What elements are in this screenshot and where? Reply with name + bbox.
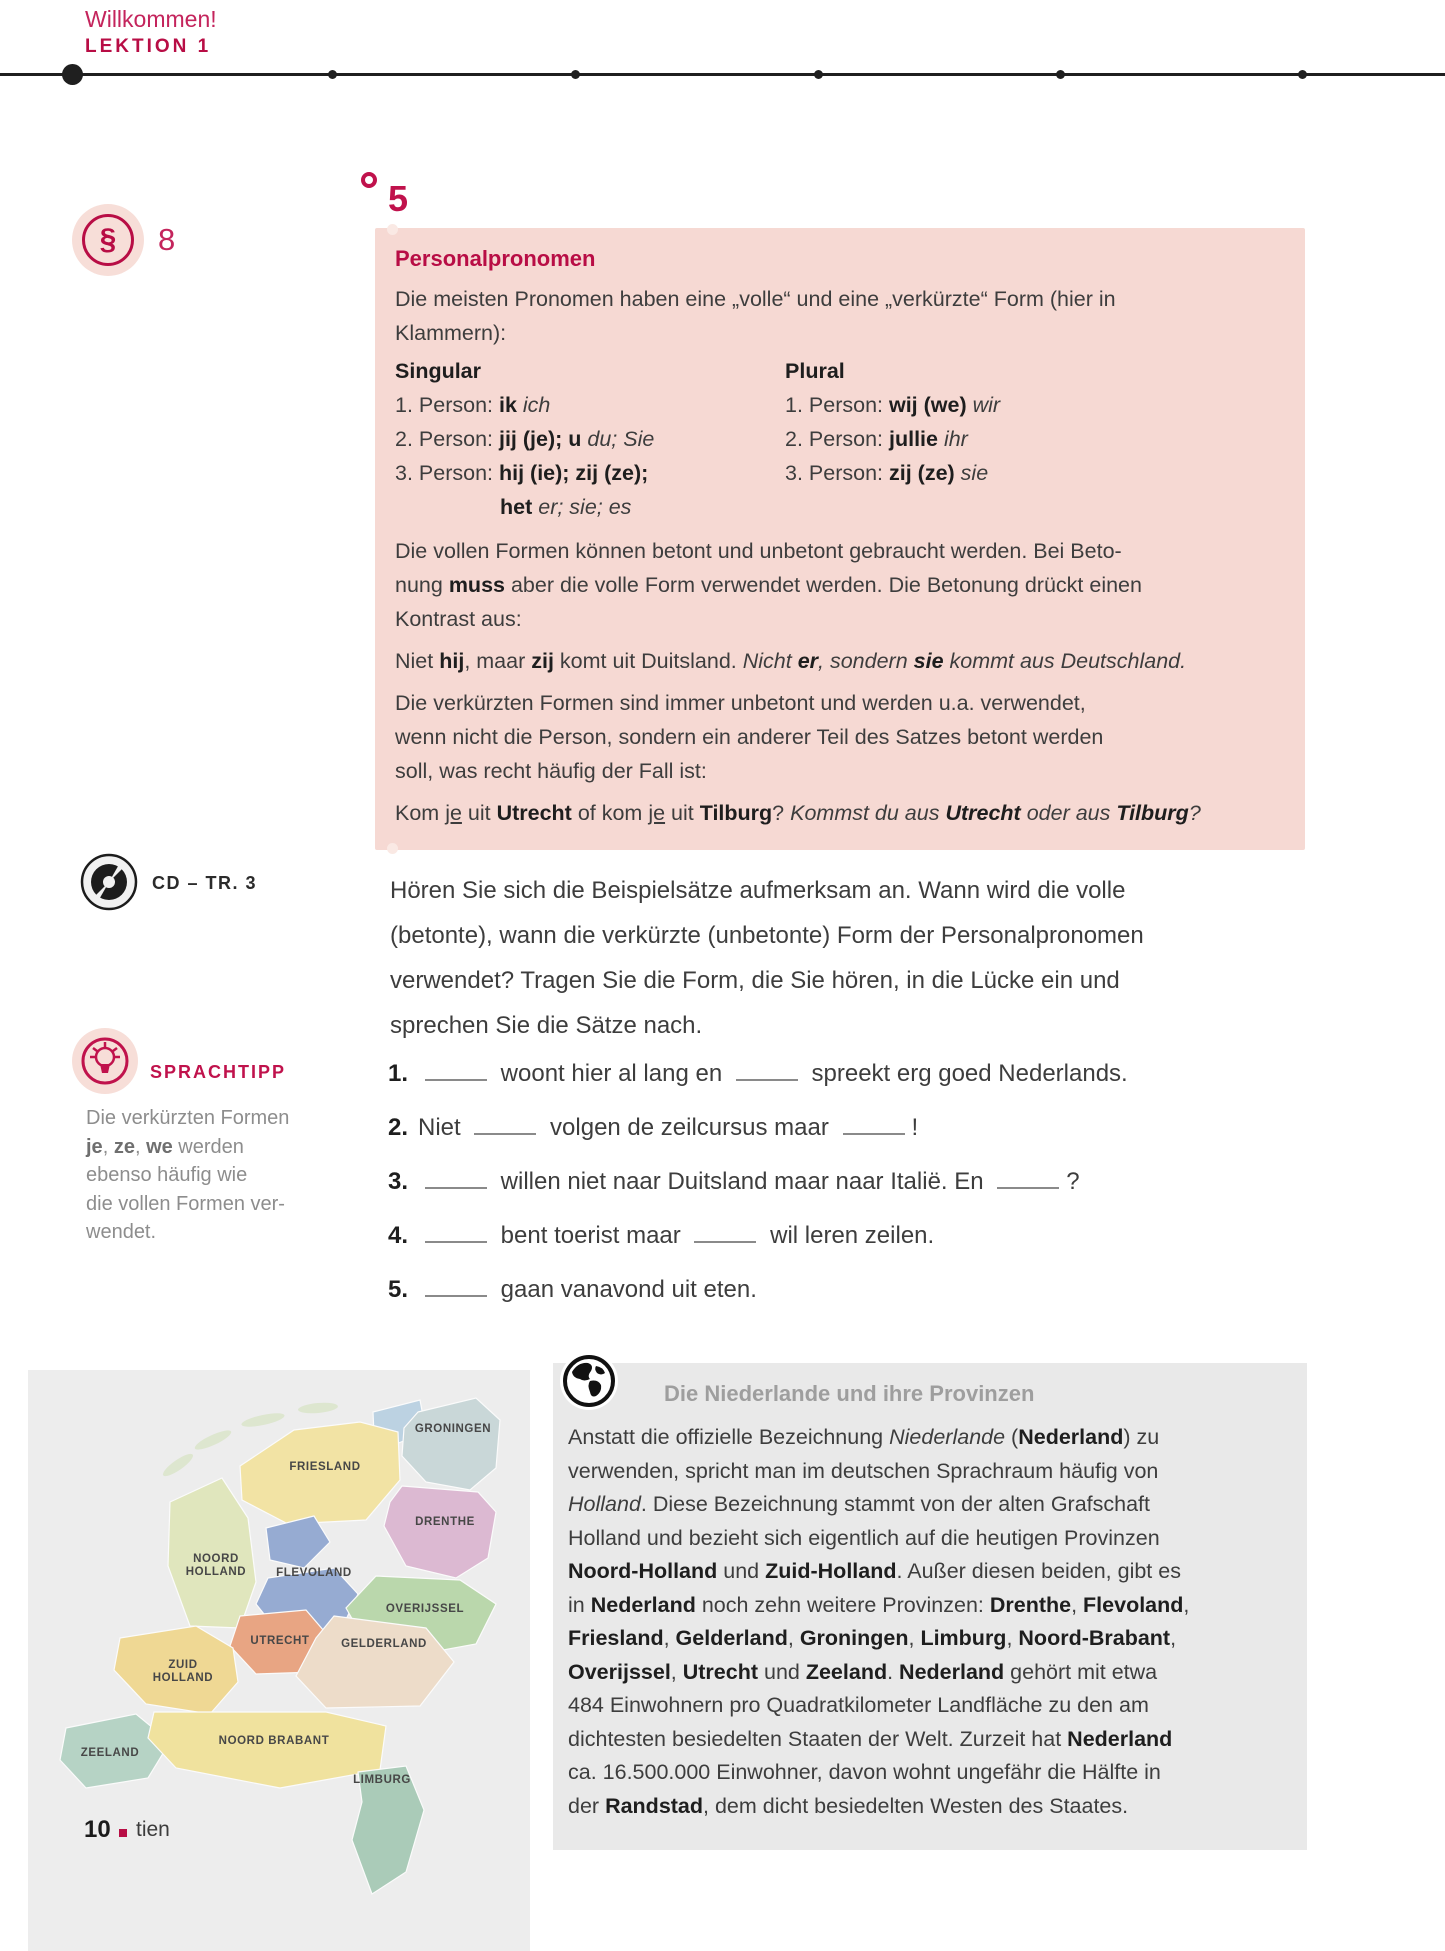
table-row: 3. Person: zij (ze) sie xyxy=(785,461,989,485)
wadden-island xyxy=(193,1427,233,1453)
item-text: willen niet naar Duitsland maar naar Italië. En ? xyxy=(418,1168,1080,1195)
exercise-item xyxy=(388,1220,1328,1252)
grammar-box-title: Personalpronomen xyxy=(395,246,596,271)
globe-icon xyxy=(560,1352,618,1410)
exercise-list xyxy=(388,1058,1328,1328)
progress-dot xyxy=(814,70,823,79)
exercise-number: 5 xyxy=(388,178,409,219)
progress-dot xyxy=(571,70,580,79)
exercise-item xyxy=(388,1166,1328,1198)
plural-column xyxy=(785,354,1000,490)
item-number: 5. xyxy=(388,1276,409,1303)
map-label-zeeland: ZEELAND xyxy=(80,1747,140,1759)
exercise-instruction: Hören Sie sich die Beispielsätze aufmerksam an. Wann wird die volle (betonte), wann die verkürzte (unbetonte) Form der Personalpronomen verwendet? Tragen Sie die Form, die Sie hören, in die Lücke ein und sprechen Sie die Sätze nach. xyxy=(390,877,1144,1039)
paragraph-badge xyxy=(72,204,144,276)
answer-blank[interactable] xyxy=(474,1118,536,1135)
map-label-zuid-holland-2: HOLLAND xyxy=(152,1672,214,1684)
map-label-overijssel: OVERIJSSEL xyxy=(385,1603,465,1615)
progress-dot xyxy=(1056,70,1065,79)
map-label-limburg: LIMBURG xyxy=(353,1774,411,1786)
province-flevoland-north xyxy=(266,1516,330,1568)
answer-blank[interactable] xyxy=(425,1172,487,1189)
item-number: 1. xyxy=(388,1060,409,1087)
info-box-body: Anstatt die offizielle Bezeichnung Niederlande (Nederland) zu verwenden, spricht man im deutschen Sprachraum häufig von Holland. Diese Bezeichnung stammt von der alten Grafschaft Holland und bezieht sich eigentlich auf die heutigen Provinzen Noord-Holland und Zuid-Holland. Außer diesen beiden, gibt es in Nederland noch zehn weitere Provinzen: Drenthe, Flevoland, Friesland, Gelderland, Groningen, Limburg, Noord-Brabant, Overijssel, Utrecht und Zeeland. Nederland gehört mit etwa 484 Einwohnern pro Quadratkilometer Landfläche zu den am dichtesten besiedelten Staaten der Welt. Zurzeit hat Nederland ca. 16.500.000 Einwohner, davon wohnt ungefähr die Hälfte in der Randstad, dem dicht besiedelten Westen des Staates. xyxy=(568,1425,1190,1818)
info-box xyxy=(553,1363,1307,1850)
wadden-island xyxy=(298,1401,339,1414)
netherlands-map xyxy=(28,1370,530,1951)
table-row: 3. Person: hij (ie); zij (ze); xyxy=(395,461,649,485)
wadden-island xyxy=(160,1451,195,1480)
exercise-item xyxy=(388,1274,1328,1306)
section-sign-glyph: § xyxy=(99,223,117,256)
usage-short-forms: Die verkürzten Formen sind immer unbetont und werden u.a. verwendet, wenn nicht die Person, sondern ein anderer Teil des Satzes betont werden soll, was recht häufig der Fall ist: xyxy=(395,691,1104,783)
item-text: bent toerist maar wil leren zeilen. xyxy=(418,1222,934,1249)
item-text: Niet volgen de zeilcursus maar ! xyxy=(418,1114,919,1141)
map-label-noord-brabant: NOORD BRABANT xyxy=(218,1735,330,1747)
page-number: 10 xyxy=(84,1816,111,1843)
sprachtipp-label: SPRACHTIPP xyxy=(150,1062,287,1082)
answer-blank[interactable] xyxy=(694,1226,756,1243)
table-row: 2. Person: jij (je); u du; Sie xyxy=(395,427,655,451)
plural-header: Plural xyxy=(785,359,845,383)
exercise-item xyxy=(388,1058,1328,1090)
progress-line xyxy=(0,73,1445,76)
exercise-marker-icon xyxy=(361,172,377,188)
sprachtipp-text: Die verkürzten Formen je, ze, we werden ebenso häufig wie die vollen Formen ver- wendet. xyxy=(86,1107,290,1243)
map-label-zuid-holland: ZUID xyxy=(168,1659,198,1671)
answer-blank[interactable] xyxy=(997,1172,1059,1189)
answer-blank[interactable] xyxy=(425,1226,487,1243)
exercise-item xyxy=(388,1112,1328,1144)
table-row: 1. Person: ik ich xyxy=(395,393,551,417)
province-friesland xyxy=(240,1422,400,1524)
singular-column xyxy=(395,354,765,524)
progress-dot xyxy=(1298,70,1307,79)
paragraph-number: 8 xyxy=(158,222,176,257)
item-number: 4. xyxy=(388,1222,409,1249)
box-notch xyxy=(387,843,398,854)
page-number-word: tien xyxy=(136,1818,170,1841)
map-label-groningen: GRONINGEN xyxy=(414,1423,492,1435)
singular-header: Singular xyxy=(395,359,482,383)
map-label-drenthe: DRENTHE xyxy=(415,1516,475,1528)
answer-blank[interactable] xyxy=(425,1064,487,1081)
page-number-dot xyxy=(119,1829,127,1837)
item-number: 2. xyxy=(388,1114,409,1141)
map-label-friesland: FRIESLAND xyxy=(289,1461,361,1473)
pronoun-table xyxy=(395,354,1281,524)
cd-icon xyxy=(80,853,138,911)
grammar-box xyxy=(375,228,1305,850)
example-full-forms: Niet hij, maar zij komt uit Duitsland. Nicht er, sondern sie kommt aus Deutschland. xyxy=(395,649,1187,673)
map-label-flevoland: FLEVOLAND xyxy=(276,1567,352,1579)
progress-dot xyxy=(328,70,337,79)
box-notch xyxy=(387,224,398,235)
table-row: 2. Person: jullie ihr xyxy=(785,427,968,451)
table-row-continuation: het er; sie; es xyxy=(500,495,632,519)
answer-blank[interactable] xyxy=(843,1118,905,1135)
info-box-title: Die Niederlande und ihre Provinzen xyxy=(664,1381,1035,1406)
map-label-noord-holland: NOORD xyxy=(193,1553,239,1565)
province-noord-brabant xyxy=(148,1712,386,1788)
lesson-label: LEKTION 1 xyxy=(85,36,212,57)
lightbulb-icon xyxy=(72,1028,138,1094)
answer-blank[interactable] xyxy=(425,1280,487,1297)
map-label-noord-holland-2: HOLLAND xyxy=(185,1566,247,1578)
progress-dot-current xyxy=(62,64,83,85)
answer-blank[interactable] xyxy=(736,1064,798,1081)
section-sign-icon xyxy=(82,214,134,266)
map-label-gelderland: GELDERLAND xyxy=(341,1638,427,1650)
chapter-title: Willkommen! xyxy=(85,6,217,32)
grammar-intro: Die meisten Pronomen haben eine „volle“ und eine „verkürzte“ Form (hier in Klammern): xyxy=(395,287,1116,345)
map-label-utrecht: UTRECHT xyxy=(250,1635,310,1647)
example-short-forms: Kom je uit Utrecht of kom je uit Tilburg? Kommst du aus Utrecht oder aus Tilburg? xyxy=(395,801,1201,825)
item-number: 3. xyxy=(388,1168,409,1195)
province-drenthe xyxy=(384,1486,496,1578)
cd-track-label: CD – TR. 3 xyxy=(152,873,258,893)
item-text: woont hier al lang en spreekt erg goed Nederlands. xyxy=(418,1060,1128,1087)
wadden-island xyxy=(240,1411,285,1430)
table-row: 1. Person: wij (we) wir xyxy=(785,393,1001,417)
item-text: gaan vanavond uit eten. xyxy=(418,1276,757,1303)
usage-full-forms: Die vollen Formen können betont und unbetont gebraucht werden. Bei Beto- nung muss aber die volle Form verwendet werden. Die Betonung drückt einen Kontrast aus: xyxy=(395,539,1142,631)
